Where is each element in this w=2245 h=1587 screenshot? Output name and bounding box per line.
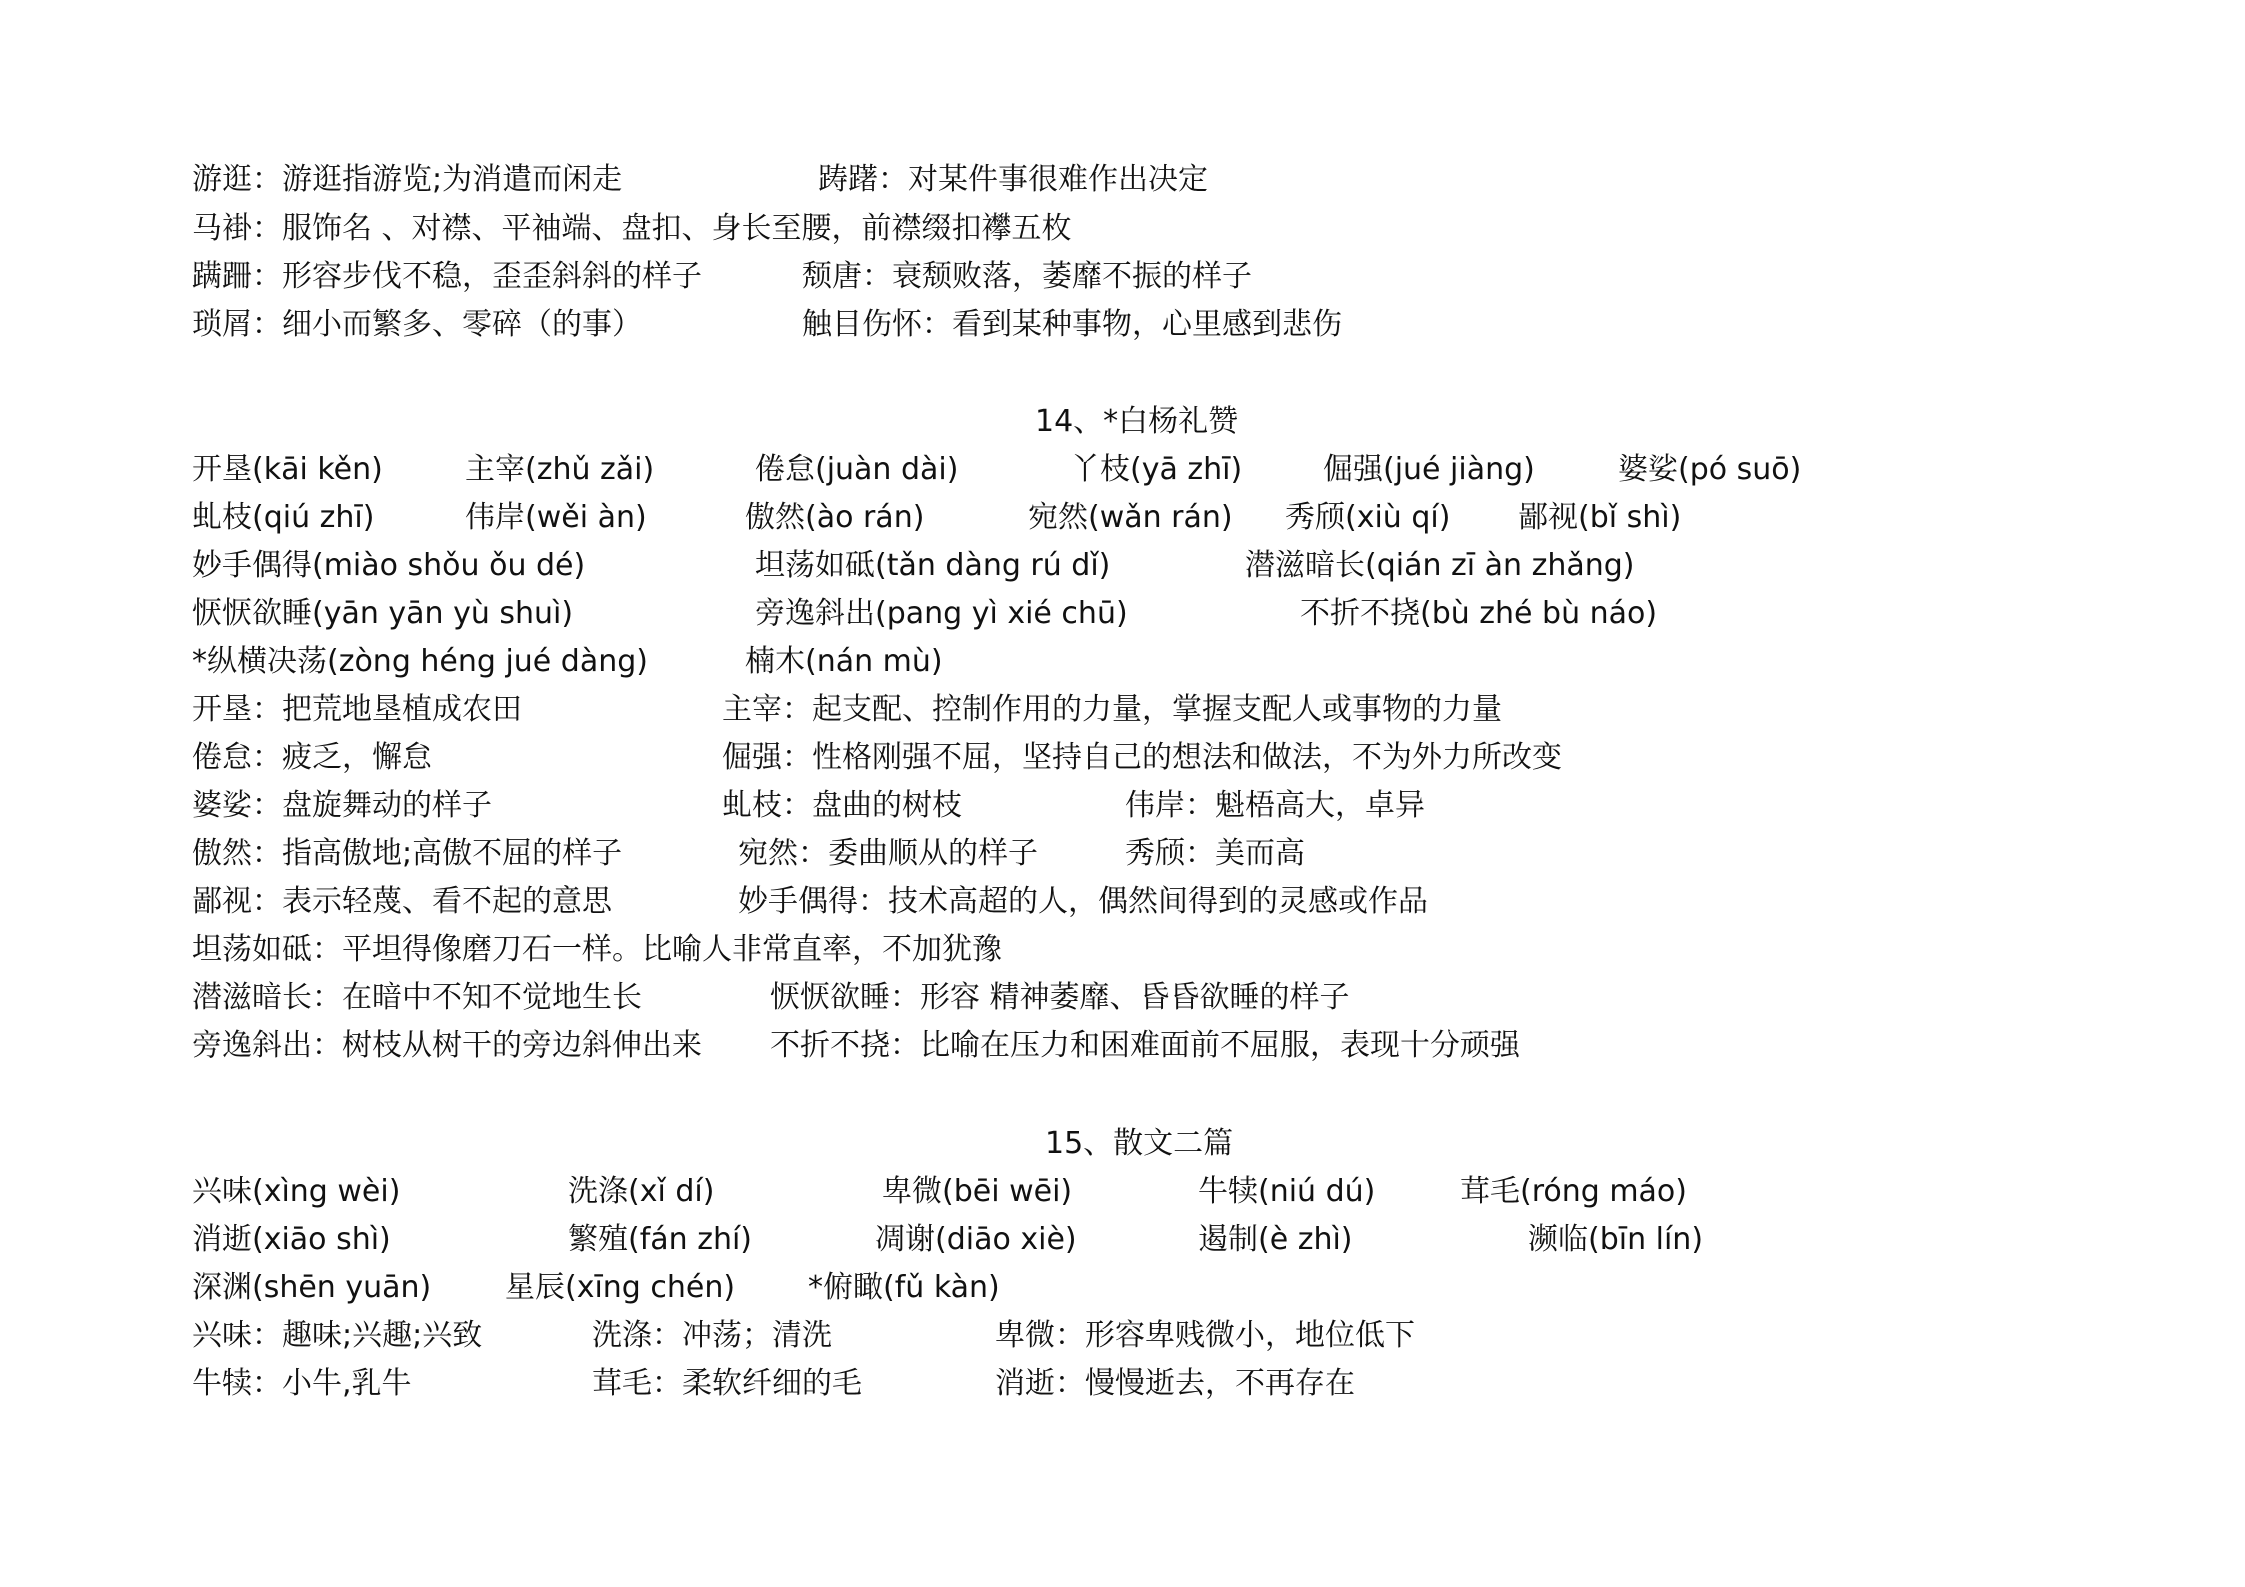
vocab-item: 不折不挠(bù zhé bù náo) — [1300, 596, 1658, 631]
vocab-item: 深渊(shēn yuān) — [192, 1270, 432, 1305]
term-definition: 茸毛：柔软纤细的毛 — [592, 1366, 862, 1401]
term-definition: 兴味：趣味;兴趣;兴致 — [192, 1318, 483, 1353]
term-definition: 主宰：起支配、控制作用的力量，掌握支配人或事物的力量 — [722, 692, 1502, 727]
term-definition: 宛然：委曲顺从的样子 — [738, 836, 1038, 871]
vocab-item: 消逝(xiāo shì) — [192, 1222, 391, 1257]
vocab-item: 繁殖(fán zhí) — [568, 1222, 752, 1257]
vocab-item: 茸毛(róng máo) — [1460, 1174, 1687, 1209]
vocab-item: 妙手偶得(miào shǒu ǒu dé) — [192, 548, 586, 583]
vocab-item: 开垦(kāi kěn) — [192, 452, 383, 487]
vocab-item: 鄙视(bǐ shì) — [1518, 500, 1682, 535]
term-definition: 不折不挠：比喻在压力和困难面前不屈服，表现十分顽强 — [770, 1028, 1520, 1063]
vocab-item: 濒临(bīn lín) — [1528, 1222, 1704, 1257]
vocab-item: 凋谢(diāo xiè) — [875, 1222, 1077, 1257]
term-definition: 恹恹欲睡：形容 精神萎靡、昏昏欲睡的样子 — [770, 980, 1350, 1015]
term-definition: 鄙视：表示轻蔑、看不起的意思 — [192, 884, 612, 919]
vocab-item: 坦荡如砥(tǎn dàng rú dǐ) — [755, 548, 1111, 583]
term-definition: 颓唐：衰颓败落，萎靡不振的样子 — [802, 259, 1252, 294]
term-definition: 触目伤怀：看到某种事物，心里感到悲伤 — [802, 307, 1342, 342]
vocab-item: 秀颀(xiù qí) — [1285, 500, 1451, 535]
vocab-item: 潜滋暗长(qián zī àn zhǎng) — [1245, 548, 1635, 583]
vocab-item: 旁逸斜出(pang yì xié chū) — [755, 596, 1128, 631]
vocab-item: *纵横决荡(zòng héng jué dàng) — [192, 644, 648, 679]
term-definition: 秀颀：美而高 — [1125, 836, 1305, 871]
term-definition: 蹒跚：形容步伐不稳，歪歪斜斜的样子 — [192, 259, 702, 294]
term-definition: 虬枝：盘曲的树枝 — [722, 788, 962, 823]
vocab-item: 兴味(xìng wèi) — [192, 1174, 401, 1209]
vocab-item: 卑微(bēi wēi) — [882, 1174, 1073, 1209]
term-definition: 开垦：把荒地垦植成农田 — [192, 692, 522, 727]
vocab-item: 星辰(xīng chén) — [505, 1270, 736, 1305]
vocab-item: 宛然(wǎn rán) — [1028, 500, 1233, 535]
term-definition: 妙手偶得：技术高超的人，偶然间得到的灵感或作品 — [738, 884, 1428, 919]
vocab-item: 丫枝(yā zhī) — [1070, 452, 1243, 487]
vocab-item: 主宰(zhǔ zǎi) — [465, 452, 655, 487]
term-definition: 旁逸斜出：树枝从树干的旁边斜伸出来 — [192, 1028, 702, 1063]
term-definition: 倔强：性格刚强不屈，坚持自己的想法和做法，不为外力所改变 — [722, 740, 1562, 775]
vocab-item: 倦怠(juàn dài) — [755, 452, 959, 487]
section-heading: 14、*白杨礼赞 — [1035, 404, 1239, 439]
term-definition: 牛犊：小牛,乳牛 — [192, 1366, 412, 1401]
vocab-item: 洗涤(xǐ dí) — [568, 1174, 715, 1209]
term-definition: 马褂：服饰名 、对襟、平袖端、盘扣、身长至腰，前襟缀扣襻五枚 — [192, 211, 1072, 246]
vocab-item: 楠木(nán mù) — [745, 644, 943, 679]
term-definition: 游逛：游逛指游览;为消遣而闲走 — [192, 162, 623, 197]
term-definition: 琐屑：细小而繁多、零碎（的事） — [192, 307, 642, 342]
vocab-item: *俯瞰(fǔ kàn) — [808, 1270, 1000, 1305]
term-definition: 坦荡如砥：平坦得像磨刀石一样。比喻人非常直率，不加犹豫 — [192, 932, 1002, 967]
vocab-item: 婆娑(pó suō) — [1618, 452, 1802, 487]
term-definition: 潜滋暗长：在暗中不知不觉地生长 — [192, 980, 642, 1015]
vocab-item: 遏制(è zhì) — [1198, 1222, 1353, 1257]
term-definition: 婆娑：盘旋舞动的样子 — [192, 788, 492, 823]
term-definition: 踌躇：对某件事很难作出决定 — [818, 162, 1208, 197]
term-definition: 消逝：慢慢逝去，不再存在 — [995, 1366, 1355, 1401]
vocab-item: 牛犊(niú dú) — [1198, 1174, 1376, 1209]
vocab-item: 恹恹欲睡(yān yān yù shuì) — [192, 596, 574, 631]
term-definition: 洗涤：冲荡；清洗 — [592, 1318, 832, 1353]
section-heading: 15、散文二篇 — [1045, 1126, 1234, 1161]
term-definition: 倦怠：疲乏，懈怠 — [192, 740, 432, 775]
vocab-item: 倔强(jué jiàng) — [1323, 452, 1535, 487]
term-definition: 伟岸：魁梧高大，卓异 — [1125, 788, 1425, 823]
term-definition: 卑微：形容卑贱微小，地位低下 — [995, 1318, 1415, 1353]
vocab-item: 虬枝(qiú zhī) — [192, 500, 375, 535]
term-definition: 傲然：指高傲地;高傲不屈的样子 — [192, 836, 623, 871]
vocab-item: 伟岸(wěi àn) — [465, 500, 647, 535]
vocab-item: 傲然(ào rán) — [745, 500, 925, 535]
